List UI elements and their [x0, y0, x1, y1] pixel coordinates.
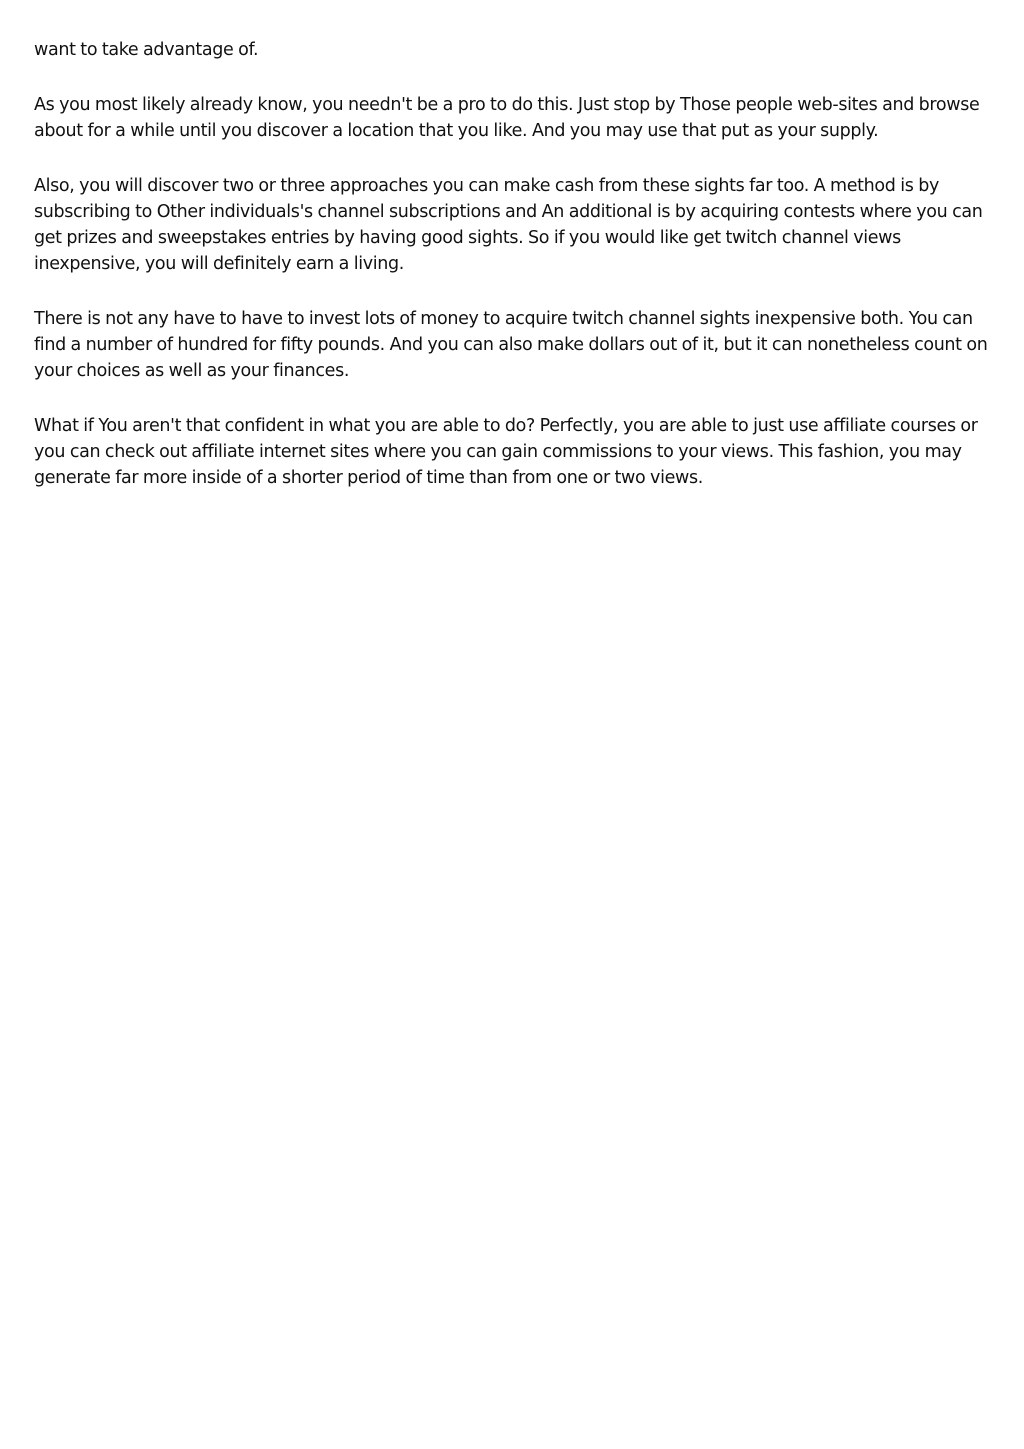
paragraph-continuation: want to take advantage of. — [34, 40, 259, 60]
paragraph-approaches: Also, you will discover two or three approaches you can make cash from these sights far too. A method is by subscribing to Other individuals's channel subscriptions and An additional is by acquiring contests where you can get prizes and sweepstakes entries by having good sights. So if you would like get twitch channel views inexpensive, you will definitely earn a living. — [34, 176, 983, 274]
document-body — [34, 37, 992, 520]
paragraph-invest: There is not any have to have to invest lots of money to acquire twitch channel sights inexpensive both. You can find a number of hundred for fifty pounds. And you can also make dollars out of it, but it can nonetheless count on your choices as well as your finances. — [34, 309, 988, 381]
paragraph-pro: As you most likely already know, you needn't be a pro to do this. Just stop by Those people web-sites and browse about for a while until you discover a location that you like. And you may use that put as your supply. — [34, 95, 980, 141]
paragraph-affiliate: What if You aren't that confident in what you are able to do? Perfectly, you are able to just use affiliate courses or you can check out affiliate internet sites where you can gain commissions to your views. This fashion, you may generate far more inside of a shorter period of time than from one or two views. — [34, 416, 978, 488]
